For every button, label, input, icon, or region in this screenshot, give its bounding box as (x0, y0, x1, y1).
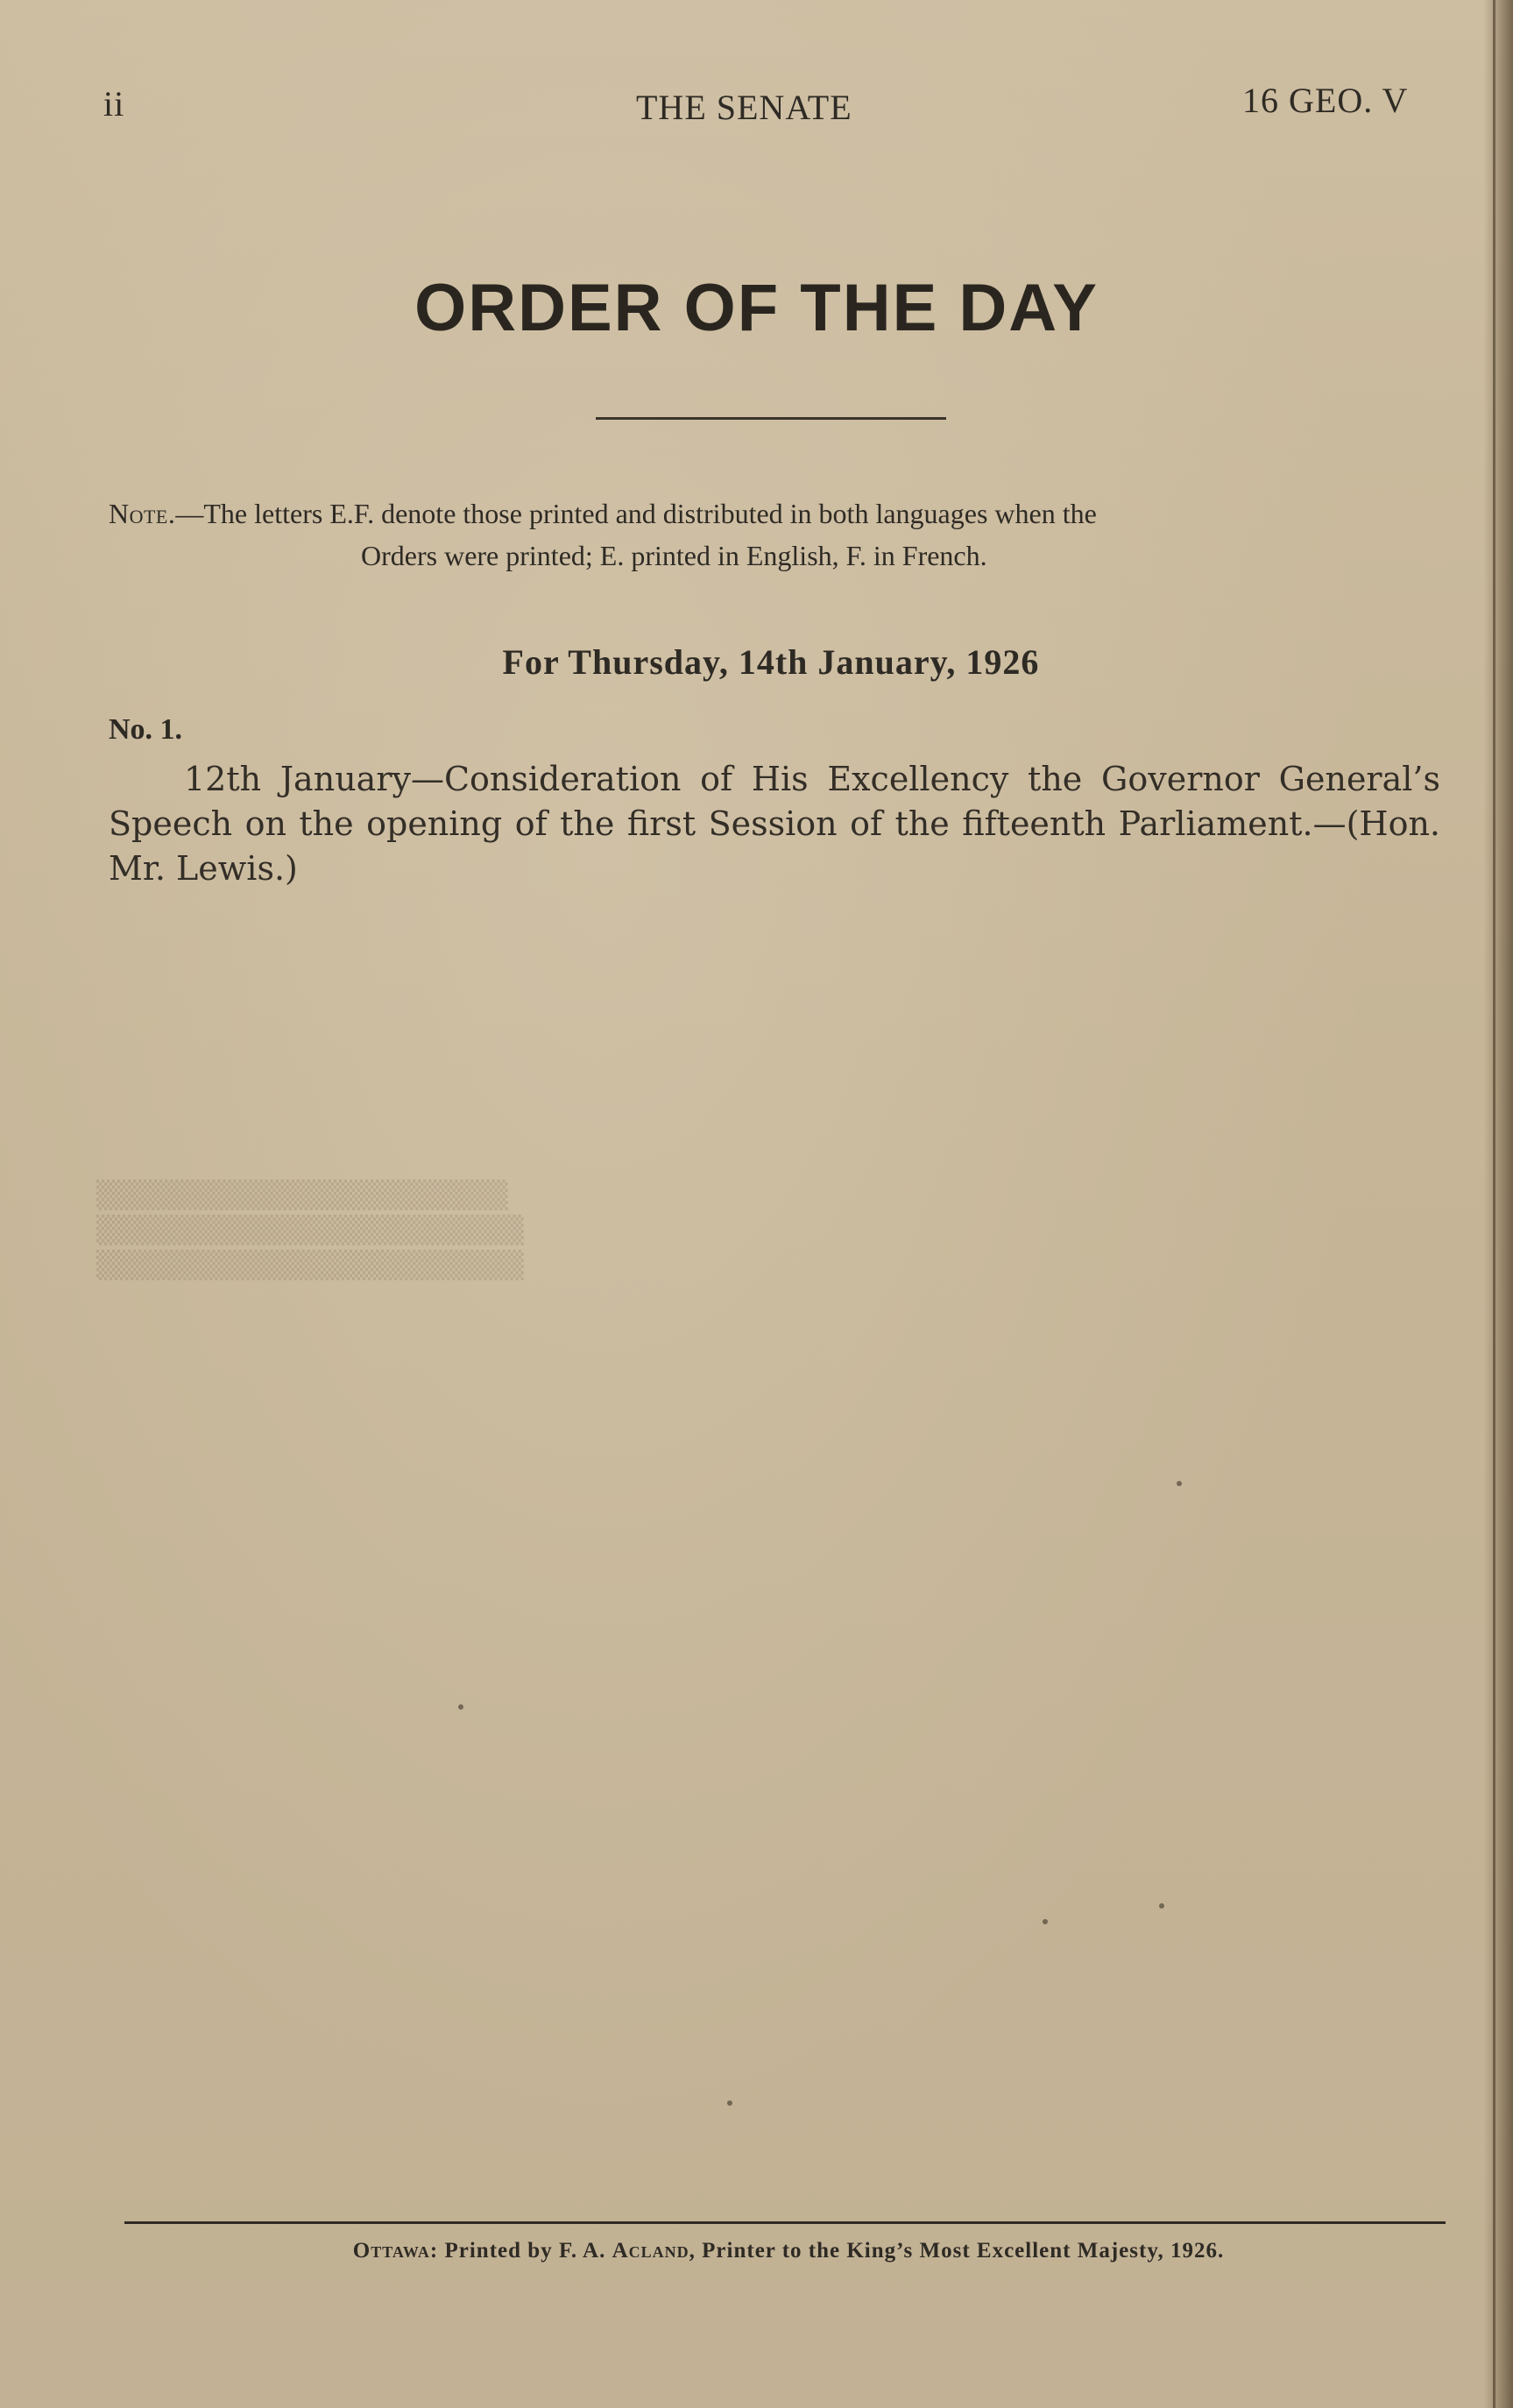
note-line-2: Orders were printed; E. printed in English, F. in French. (361, 540, 987, 571)
paper-speck (727, 2100, 732, 2106)
running-header (0, 83, 1513, 127)
regnal-year: 16 GEO. V (1242, 81, 1409, 120)
page-edge-shadow (1483, 0, 1513, 2408)
note-paragraph (109, 492, 1440, 577)
imprint-rest: , Printer to the King’s Most Excellent Majesty, 1926. (689, 2239, 1225, 2263)
page-binding-edge (1493, 0, 1495, 2408)
title-rule (596, 417, 946, 420)
item-number: No. 1. (109, 713, 183, 746)
page-number: ii (103, 84, 125, 124)
date-heading: For Thursday, 14th January, 1926 (502, 642, 1040, 682)
note-line-1: —The letters E.F. denote those printed and distributed in both languages when the (175, 498, 1097, 529)
paper-speck (1159, 1903, 1164, 1909)
printer-imprint (0, 2239, 1513, 2263)
bleed-through-texture: ▒▒▒▒▒▒▒▒▒▒▒▒▒▒▒▒▒▒▒▒▒▒▒▒▒▒ ▒▒▒▒▒▒▒▒▒▒▒▒▒▒▒▒▒▒▒▒▒▒▒▒▒▒▒ ▒▒▒▒▒▒▒▒▒▒▒▒▒▒▒▒▒▒▒▒▒▒▒▒▒▒▒ (96, 1180, 524, 1281)
note-lead: Note. (109, 498, 176, 529)
imprint-place: Ottawa (352, 2239, 430, 2263)
paper-speck (1043, 1919, 1048, 1924)
item-text: 12th January—Consideration of His Excellency the Governor General’s Speech on the opening of the first Session of the fifteenth Parliament.—(Hon. Mr. Lewis.) (109, 760, 1440, 888)
imprint-separator: : Printed by F. A. (429, 2239, 612, 2263)
paper-speck (458, 1704, 463, 1710)
footer-rule (124, 2221, 1446, 2224)
paper-speck (1177, 1481, 1182, 1486)
imprint-printer-name: Acland (612, 2239, 689, 2263)
page-title: ORDER OF THE DAY (414, 271, 1099, 345)
running-title: THE SENATE (636, 88, 852, 127)
